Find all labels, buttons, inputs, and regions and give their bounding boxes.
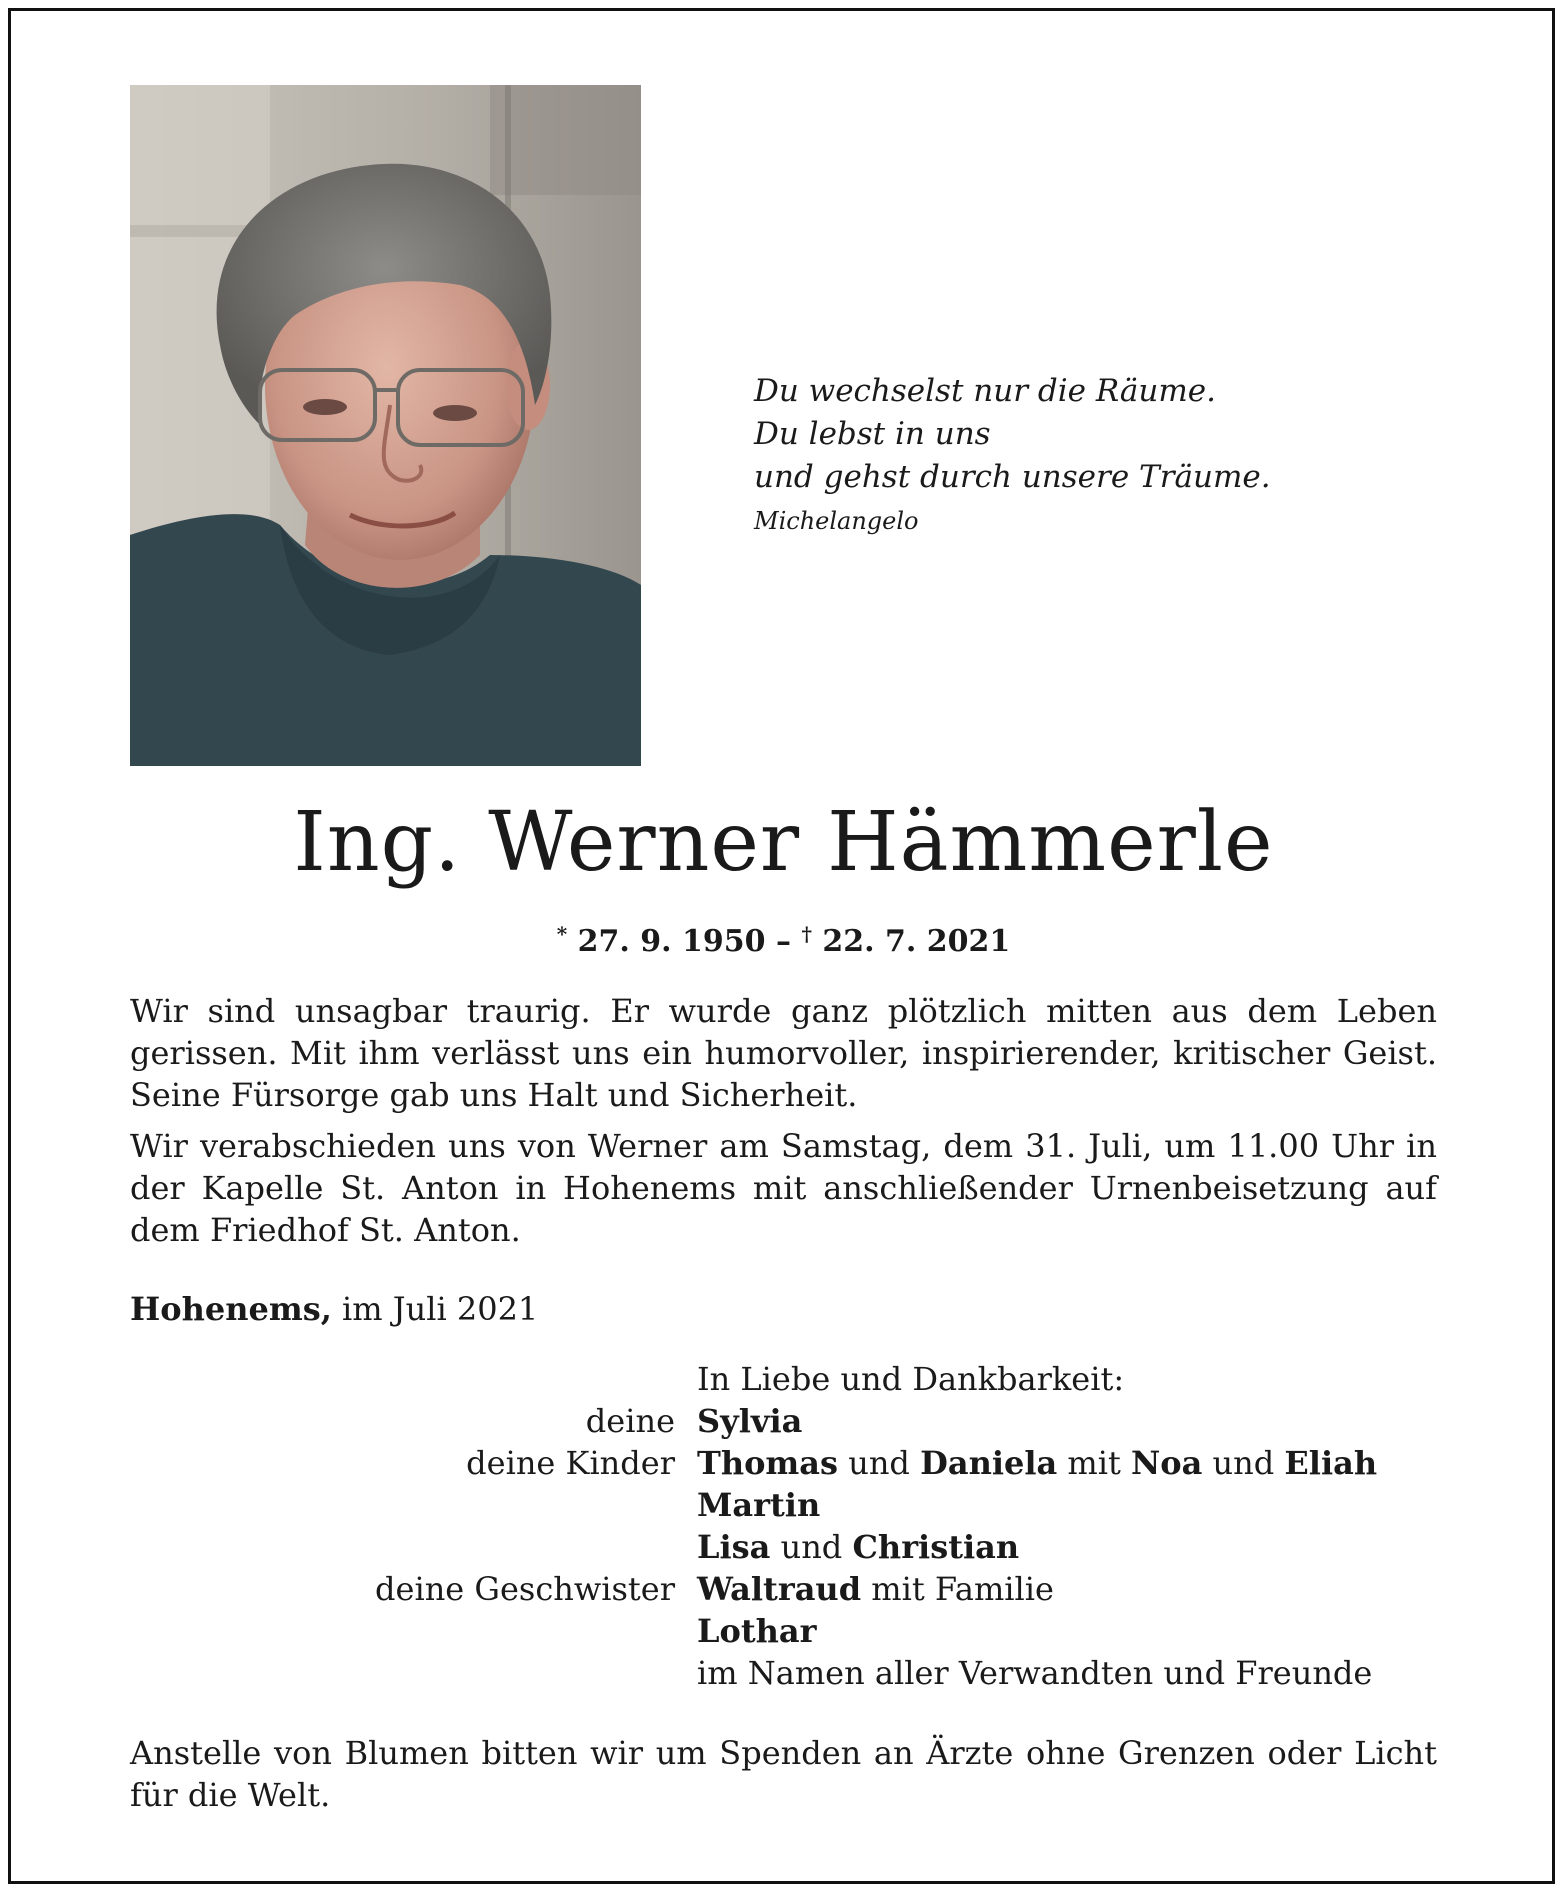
mourner-connector: mit: [1057, 1444, 1132, 1482]
quote-line: Du wechselst nur die Räume.: [754, 373, 1216, 409]
mourner-relation: [130, 1526, 675, 1568]
mourner-relation: [130, 1610, 675, 1652]
mourner-relation: deine: [585, 1402, 675, 1440]
mourner-relation: [130, 1358, 675, 1400]
mourner-row: [130, 1526, 1450, 1568]
quote-block: [754, 370, 1394, 541]
birth-date: 27. 9. 1950: [577, 924, 766, 959]
mourner-row: [130, 1484, 1450, 1526]
deceased-name: Ing. Werner Hämmerle: [293, 795, 1274, 890]
mourner-relation: deine Kinder: [466, 1444, 675, 1482]
mourner-connector: und: [770, 1528, 853, 1566]
place-and-date: [130, 1288, 538, 1330]
mourner-connector: und: [838, 1444, 921, 1482]
mourners-closing-row: [130, 1652, 1450, 1694]
mourner-names: [675, 1526, 1450, 1568]
mourner-name: Lothar: [697, 1612, 817, 1650]
mourners-intro: In Liebe und Dankbarkeit:: [697, 1360, 1125, 1398]
quote-line: Du lebst in uns: [754, 416, 991, 452]
mourner-row: [130, 1568, 1450, 1610]
mourners-closing: im Namen aller Verwandten und Freunde: [697, 1654, 1373, 1692]
mourner-name: Sylvia: [697, 1402, 803, 1440]
mourner-names: [675, 1568, 1450, 1610]
mourner-connector: mit Familie: [861, 1570, 1054, 1608]
mourner-names: [675, 1442, 1450, 1484]
paragraph-funeral-info: Wir verabschieden uns von Werner am Samstag, dem 31. Juli, um 11.00 Uhr in der Kapelle St. Anton in Hohenems mit anschließender Urnenbeisetzung auf dem Friedhof St. Anton.: [130, 1127, 1437, 1249]
mourner-name: Daniela: [920, 1444, 1058, 1482]
mourner-row: [130, 1610, 1450, 1652]
mourners-intro-row: [130, 1358, 1450, 1400]
mourners-list: [130, 1358, 1450, 1694]
mourner-name: Waltraud: [697, 1570, 862, 1608]
date-separator: –: [776, 924, 791, 959]
quote-line: und gehst durch unsere Träume.: [754, 459, 1271, 495]
mourner-names: [675, 1484, 1450, 1526]
date: im Juli 2021: [342, 1290, 539, 1328]
birth-symbol: *: [556, 922, 568, 946]
mourner-row: [130, 1400, 1450, 1442]
mourner-relation: [130, 1484, 675, 1526]
mourner-connector: und: [1202, 1444, 1285, 1482]
quote-author: Michelangelo: [754, 507, 919, 535]
mourner-row: [130, 1442, 1450, 1484]
life-dates: [130, 912, 1437, 964]
mourner-name: Thomas: [697, 1444, 839, 1482]
portrait-photo: [130, 85, 641, 766]
mourner-name: Martin: [697, 1486, 821, 1524]
place: Hohenems,: [130, 1290, 332, 1328]
mourner-name: Noa: [1131, 1444, 1203, 1482]
mourner-name: Christian: [852, 1528, 1020, 1566]
paragraph-tribute: Wir sind unsagbar traurig. Er wurde ganz plötzlich mitten aus dem Leben gerissen. Mit ihm verlässt uns ein humorvoller, inspirierender, kritischer Geist. Seine Fürsorge gab uns Halt und Sicherheit.: [130, 992, 1437, 1114]
mourner-names: [675, 1610, 1450, 1652]
paragraph-donation-request: Anstelle von Blumen bitten wir um Spenden an Ärzte ohne Grenzen oder Licht für die Welt.: [130, 1734, 1437, 1814]
death-symbol: †: [801, 922, 812, 946]
mourner-name: Eliah: [1284, 1444, 1378, 1482]
death-date: 22. 7. 2021: [822, 924, 1011, 959]
mourner-relation: deine Geschwister: [375, 1570, 675, 1608]
mourner-relation: [130, 1652, 675, 1694]
mourner-names: [675, 1400, 1450, 1442]
mourner-name: Lisa: [697, 1528, 771, 1566]
